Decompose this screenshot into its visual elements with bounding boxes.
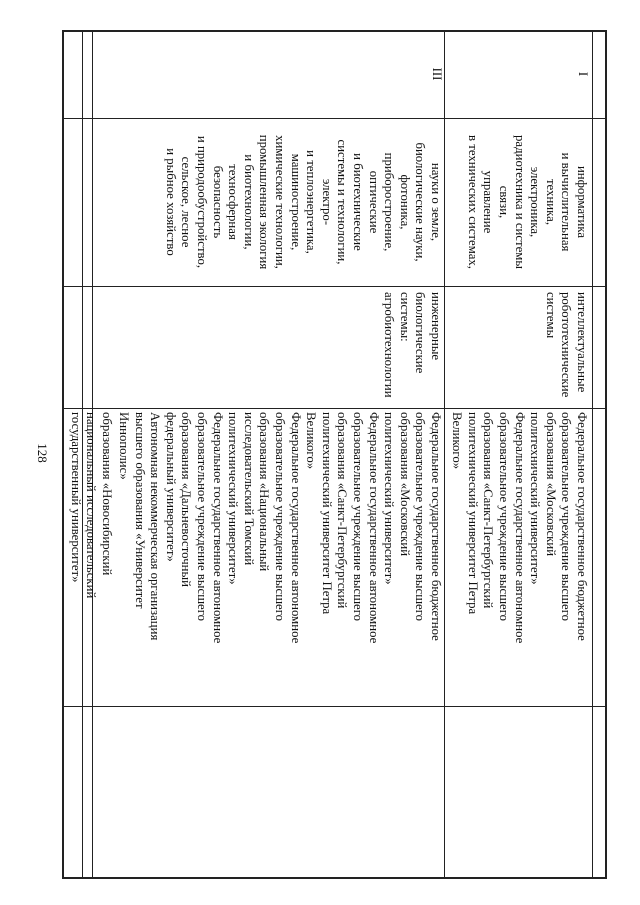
row-divider-4: [592, 30, 593, 878]
document-table: [62, 30, 607, 878]
row-1-organizations-cell: [116, 408, 446, 706]
row-1-direction-cell: [116, 286, 446, 408]
page-number: 128: [34, 443, 50, 463]
row-2-level: I: [576, 71, 590, 77]
table-border-right: [605, 30, 607, 878]
row-2-direction: интеллектуальные робототехнические системы: [543, 292, 589, 398]
column-divider-4: [62, 706, 607, 707]
row-1-level-cell: [116, 30, 446, 118]
row-2-direction-cell: [446, 286, 592, 408]
row-1-level: III: [430, 67, 444, 81]
table-border-bottom: [62, 877, 607, 879]
row-2-organizations: Федеральное государственное бюджетное образовательное учреждение высшего образования «Московский политехнический университет» Федеральное государственное автономное образовательное учреждение высшего образования «Санкт-Петербургский политехнический университет Петра Великого»: [450, 412, 589, 644]
row-2-organizations-cell: [446, 408, 592, 706]
row-0-organizations: образования «Новосибирский национальный исследовательский государственный университет»: [68, 412, 114, 599]
row-0-organizations-cell: [62, 408, 116, 706]
row-2-level-cell: [446, 30, 592, 118]
row-1-direction: инженерные биологические системы: агробиотехнологии: [382, 292, 443, 398]
row-1-organizations: Федеральное государственное бюджетное образовательное учреждение высшего образования «Московский политехнический университет» Федеральное государственное автономное образовательное учреждение высшего образования «Санкт-Петербургский политехнический университет Петра Великого» Федеральное государственное автономное образовательное учреждение высшего образования «Национальный исследовательский Томский политехнический университет» Федеральное государственное автономное образовательное учреждение высшего образования «Дальневосточный федеральный университет» Автономная некоммерческая организация высшего образования «Университет Иннополис»: [117, 412, 443, 644]
row-1-fields-cell: [116, 118, 446, 286]
row-2-fields: информатика и вычислительная техника, электроника, радиотехника и системы связи, управление в технических системах,: [465, 135, 589, 269]
row-2-fields-cell: [446, 118, 592, 286]
row-1-fields: науки о земле, биологические науки, фотоника, приборостроение, оптические и биотехнические системы и технологии, электро- и теплоэнергетика, машиностроение, химические технологии, промышленная экология и биотехнологии, техносферная безопасность и природообустройство, сельское, лесное и рыбное хозяйство: [163, 134, 443, 270]
